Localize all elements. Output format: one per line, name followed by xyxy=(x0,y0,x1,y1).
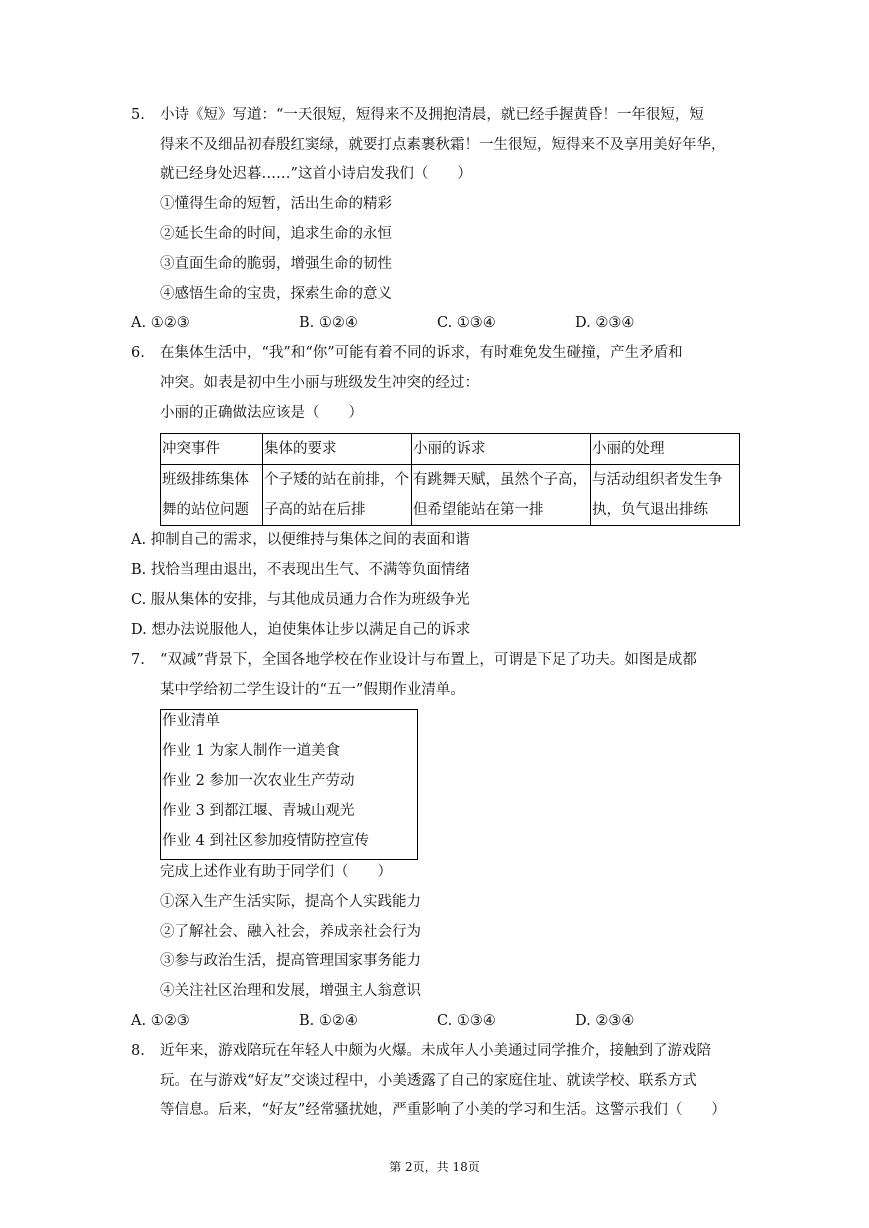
table-cell: 有跳舞天赋，虽然个子高，但希望能站在第一排 xyxy=(412,465,591,526)
table-cell: 个子矮的站在前排，个子高的站在后排 xyxy=(263,465,412,526)
option-b: B. ①②④ xyxy=(299,1013,358,1029)
option-a: A. ①②③ xyxy=(131,1013,190,1029)
table-header-row xyxy=(161,434,740,465)
option-a: A. 抑制自己的需求，以便维持与集体之间的表面和谐 xyxy=(131,532,470,548)
option-b: B. ①②④ xyxy=(299,315,358,331)
question-text-line: 玩。在与游戏“好友”交谈过程中，小美透露了自己的家庭住址、就读学校、联系方式 xyxy=(160,1073,697,1089)
statement: ④关注社区治理和发展，增强主人翁意识 xyxy=(160,983,421,999)
option-d: D. ②③④ xyxy=(575,1013,635,1029)
table-header-cell: 冲突事件 xyxy=(161,434,263,465)
statement: ②了解社会、融入社会，养成亲社会行为 xyxy=(160,924,421,940)
option-c: C. 服从集体的安排，与其他成员通力合作为班级争光 xyxy=(131,592,470,608)
question-prompt: 完成上述作业有助于同学们（ ） xyxy=(160,864,392,880)
question-text-line: 近年来，游戏陪玩在年轻人中颇为火爆。未成年人小美通过同学推介，接触到了游戏陪 xyxy=(160,1043,711,1059)
option-b: B. 找恰当理由退出，不表现出生气、不满等负面情绪 xyxy=(131,562,470,578)
table-header-cell: 集体的要求 xyxy=(263,434,412,465)
statement: ③直面生命的脆弱，增强生命的韧性 xyxy=(160,256,392,272)
question-text-line: 等信息。后来，“好友”经常骚扰她，严重影响了小美的学习和生活。这警示我们（ ） xyxy=(160,1102,726,1118)
homework-item: 作业 3 到都江堰、青城山观光 xyxy=(162,803,355,819)
statement: ①深入生产生活实际，提高个人实践能力 xyxy=(160,894,421,910)
table-cell: 班级排练集体舞的站位问题 xyxy=(161,465,263,526)
page-footer: 第 2页，共 18页 xyxy=(389,1160,480,1174)
question-text-line: 某中学给初二学生设计的“五一”假期作业清单。 xyxy=(160,682,465,698)
homework-list-box xyxy=(160,709,418,860)
table-header-cell: 小丽的处理 xyxy=(591,434,740,465)
option-a: A. ①②③ xyxy=(131,315,190,331)
statement: ③参与政治生活，提高管理国家事务能力 xyxy=(160,953,421,969)
homework-list-title: 作业清单 xyxy=(162,713,220,729)
option-d: D. ②③④ xyxy=(575,315,635,331)
option-d: D. 想办法说服他人，迫使集体让步以满足自己的诉求 xyxy=(131,622,471,638)
question-text-line: 得来不及细品初春殷红窦绿，就要打点素裹秋霜！一生很短，短得来不及享用美好年华， xyxy=(160,137,726,153)
question-text-line: “双减”背景下，全国各地学校在作业设计与布置上，可谓是下足了功夫。如图是成都 xyxy=(160,652,697,668)
question-number: 5. xyxy=(131,107,145,123)
statement: ④感悟生命的宝贵，探索生命的意义 xyxy=(160,286,392,302)
question-text-line: 就已经身处迟暮……”这首小诗启发我们（ ） xyxy=(160,166,472,182)
homework-item: 作业 1 为家人制作一道美食 xyxy=(162,743,340,759)
statement: ②延长生命的时间，追求生命的永恒 xyxy=(160,226,392,242)
question-text-line: 冲突。如表是初中生小丽与班级发生冲突的经过： xyxy=(160,375,479,391)
option-c: C. ①③④ xyxy=(437,1013,496,1029)
question-number: 8. xyxy=(131,1043,145,1059)
conflict-table xyxy=(160,433,740,526)
question-text-line: 小诗《短》写道：“一天很短，短得来不及拥抱清晨，就已经手握黄昏！一年很短，短 xyxy=(160,107,704,123)
homework-item: 作业 2 参加一次农业生产劳动 xyxy=(162,773,355,789)
question-number: 6. xyxy=(131,345,145,361)
question-text-line: 小丽的正确做法应该是（ ） xyxy=(160,405,363,421)
option-c: C. ①③④ xyxy=(437,315,496,331)
homework-item: 作业 4 到社区参加疫情防控宣传 xyxy=(162,833,369,849)
question-text-line: 在集体生活中，“我”和“你”可能有着不同的诉求，有时难免发生碰撞，产生矛盾和 xyxy=(160,345,683,361)
question-number: 7. xyxy=(131,652,145,668)
table-row xyxy=(161,465,740,526)
table-cell: 与活动组织者发生争执，负气退出排练 xyxy=(591,465,740,526)
table-header-cell: 小丽的诉求 xyxy=(412,434,591,465)
statement: ①懂得生命的短暂，活出生命的精彩 xyxy=(160,196,392,212)
